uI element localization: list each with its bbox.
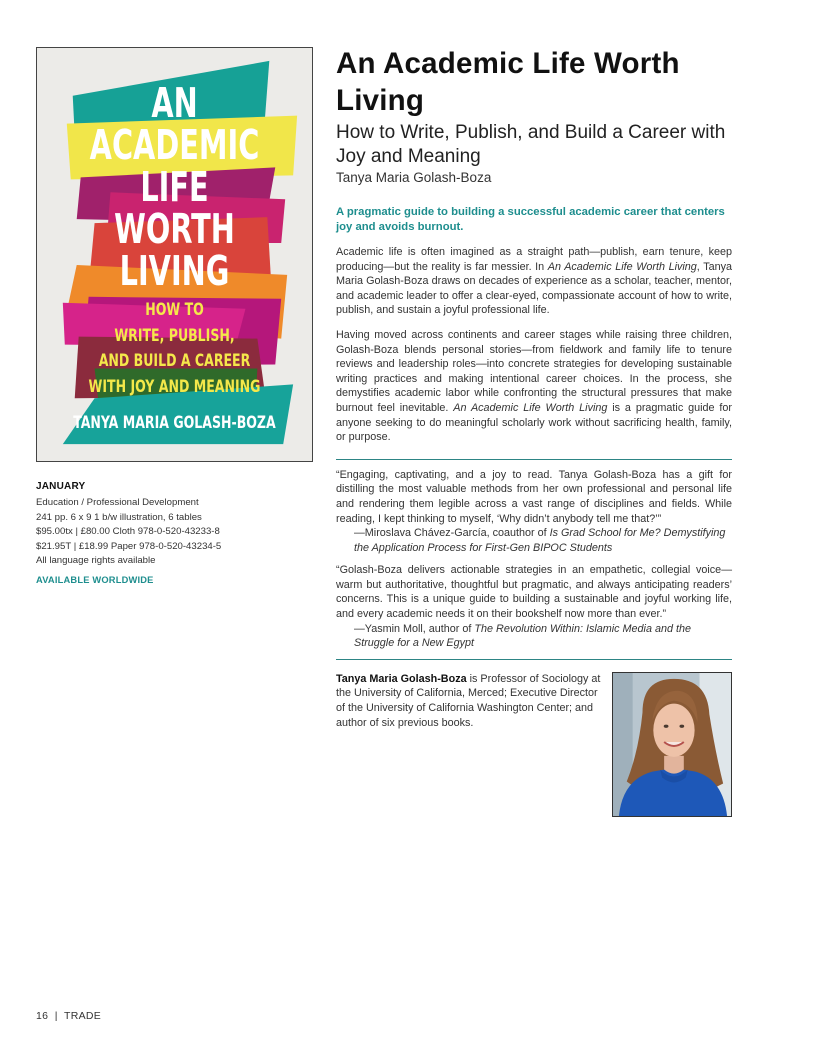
price-cloth: $95.00tx | £80.00 Cloth 978-0-520-43233-8 [36,526,220,538]
book-author: Tanya Maria Golash-Boza [336,170,492,185]
text-run: —Yasmin Moll, author of [354,622,475,635]
cover-subtitle [62,298,288,400]
page-number: 16 [36,1010,49,1022]
cover-title-line: LIFE [140,163,209,211]
divider [336,459,732,460]
text-run: is a pragmatic guide for anyone seeking to do meaningful scholarly work without sacrificing health, family, or purpose. [336,401,732,444]
tagline: A pragmatic guide to building a successful academic career that centers joy and avoids burnout. [336,206,725,233]
author-portrait [613,673,731,816]
publication-month: JANUARY [36,481,86,492]
book-cover [36,47,313,462]
endorsement-attribution [336,622,732,651]
category: Education / Professional Development [36,497,199,508]
book-title: An Academic Life Worth Living [336,47,680,117]
cover-title-line: WORTH [114,205,235,253]
book-subtitle: How to Write, Publish, and Build a Career with Joy and Meaning [336,122,726,167]
text-run: Academic life is often imagined as a straight path—publish, earn tenure, keep producing—but the reality is far messier. In [336,246,732,273]
cited-title: Is Grad School for Me? Demystifying the Application Process for First-Gen BIPOC Students [354,527,726,554]
author-bio [336,672,604,730]
divider [336,659,732,660]
cover-subtitle-line: AND BUILD A CAREER [98,351,251,371]
cited-title: The Revolution Within: Islamic Media and the Struggle for a New Egypt [354,622,691,650]
footer-separator: | [51,1010,64,1022]
text-run: Having moved across continents and career stages while raising three children, Golash-Boza blends personal stories—from fieldwork and family life to tenure reviews and leadership roles—into concrete strategies for developing sustainable writing practices and making intentional career choices. In the process, she demystifies academic labor while confronting the structural pressures that make burnout feel inevitable. [336,328,732,414]
book-title-italic: An Academic Life Worth Living [547,260,697,273]
description-paragraph [336,245,732,318]
section-label: TRADE [64,1010,102,1022]
specs: 241 pp. 6 x 9 1 b/w illustration, 6 tables [36,511,202,523]
author-bio-section [336,672,732,730]
text-run: , Tanya Maria Golash-Boza draws on decades of experience as a scholar, teacher, mentor, and academic leader to offer a clear-eyed, compassionate account of how to write, publish, and sustain a joyful professional life. [336,260,733,317]
cover-title-line: LIVING [119,247,230,295]
price-paper: $21.95T | £18.99 Paper 978-0-520-43234-5 [36,540,222,552]
availability: AVAILABLE WORLDWIDE [36,574,154,585]
endorsement-quote: “Engaging, captivating, and a joy to read. Tanya Golash-Boza has a gift for distilling the most valuable methods from her own professional and personal life and rendering them legible across a vast range of disciplines and fields. While reading, I kept thinking to myself, ‘Why didn’t anybody tell me that?’” [336,468,732,525]
page-footer [36,1010,101,1022]
endorsements [336,468,732,651]
cover-title-line: AN [151,79,198,127]
cover-title-line: ACADEMIC [89,121,260,169]
cover-subtitle-line: WRITE, PUBLISH, [114,325,235,346]
book-meta [36,481,306,585]
text-run: —Miroslava Chávez-García, coauthor of [354,527,550,540]
cover-subtitle-line: WITH JOY AND MEANING [88,376,261,397]
description-paragraph [336,328,732,445]
cover-subtitle-line: HOW TO [145,300,204,320]
cover-author: TANYA MARIA GOLASH-BOZA [73,413,276,433]
cover-title [67,79,282,295]
rights: All language rights available [36,555,156,567]
bio-text: is Professor of Sociology at the University of California, Merced; Executive Director of the University of California Washington Center; and author of six previous books. [336,672,601,729]
author-photo [612,672,732,817]
author-name: Tanya Maria Golash-Boza [336,672,467,685]
book-title-italic: An Academic Life Worth Living [453,401,608,414]
book-description [336,45,732,730]
endorsement-attribution [336,526,732,555]
endorsement-quote: “Golash-Boza delivers actionable strategies in an empathetic, collegial voice—warm but authoritative, thoughtful but pragmatic, and always anticipating readers’ concerns. This is a unique guide to building a sustainable and joyful working life, and every academic needs it on their bookshelf now more than ever.” [336,564,732,621]
